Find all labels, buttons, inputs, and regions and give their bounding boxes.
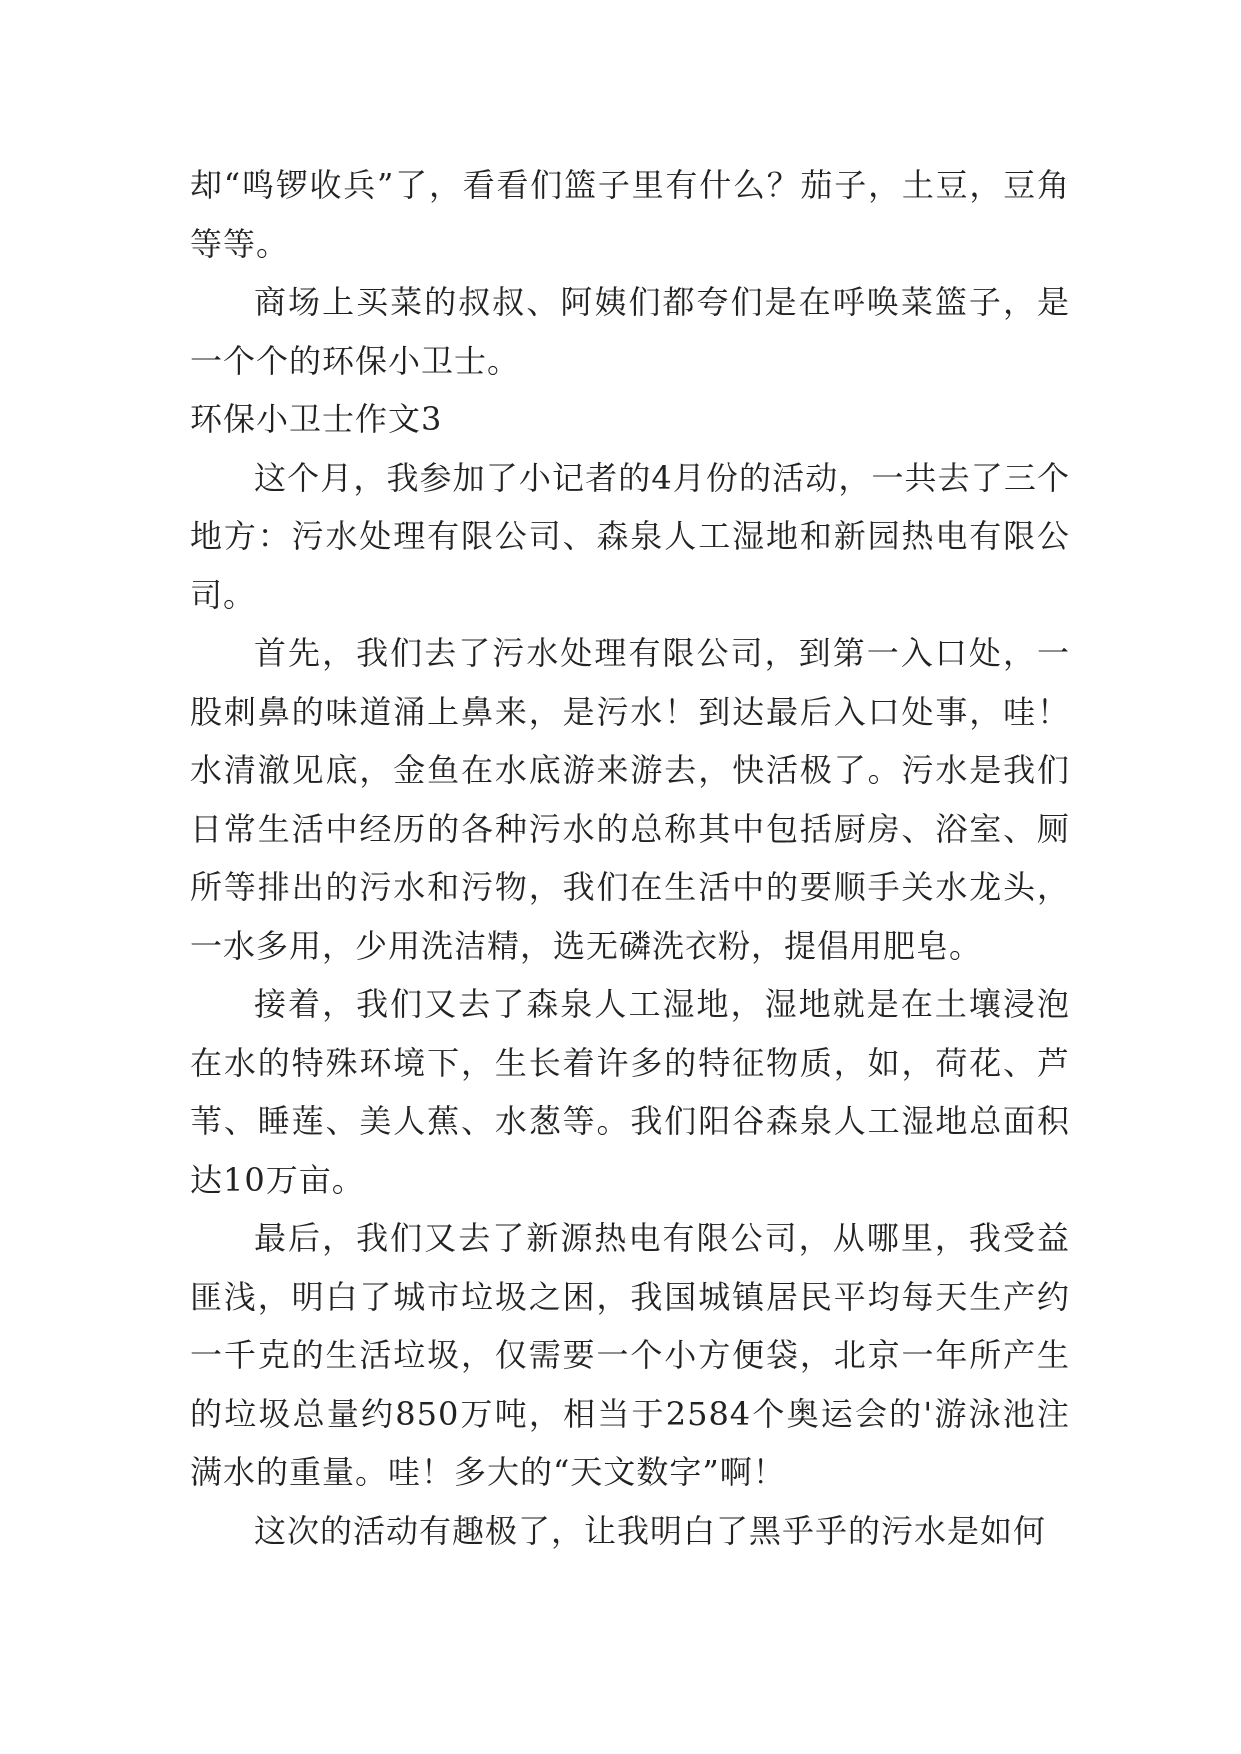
paragraph: 这次的活动有趣极了，让我明白了黑乎乎的污水是如何 xyxy=(254,1511,1047,1550)
paragraph: 最后，我们又去了新源热电有限公司，从哪里，我受益匪浅，明白了城市垃圾之困，我国城镇居民平均每天生产约一千克的生活垃圾，仅需要一个小方便袋，北京一年所产生的垃圾总量约850万吨，相当于2584个奥运会的'游泳池注满水的重量。哇！多大的“天文数字”啊！ xyxy=(190,1219,1070,1491)
paragraph: 接着，我们又去了森泉人工湿地，湿地就是在土壤浸泡在水的特殊环境下，生长着许多的特征物质，如，荷花、芦苇、睡莲、美人蕉、水葱等。我们阳谷森泉人工湿地总面积达10万亩。 xyxy=(190,985,1070,1199)
paragraph: 这个月，我参加了小记者的4月份的活动，一共去了三个地方：污水处理有限公司、森泉人工湿地和新园热电有限公司。 xyxy=(190,458,1070,614)
paragraph: 却“鸣锣收兵”了，看看们篮子里有什么？茄子，土豆，豆角等等。 xyxy=(190,166,1070,263)
document-body xyxy=(190,156,1070,1560)
section-heading: 环保小卫士作文3 xyxy=(190,400,443,438)
paragraph: 首先，我们去了污水处理有限公司，到第一入口处，一股刺鼻的味道涌上鼻来，是污水！到达最后入口处事，哇！水清澈见底，金鱼在水底游来游去，快活极了。污水是我们日常生活中经历的各种污水的总称其中包括厨房、浴室、厕所等排出的污水和污物，我们在生活中的要顺手关水龙头，一水多用，少用洗洁精，选无磷洗衣粉，提倡用肥皂。 xyxy=(190,634,1070,965)
paragraph: 商场上买菜的叔叔、阿姨们都夸们是在呼唤菜篮子，是一个个的环保小卫士。 xyxy=(190,283,1070,380)
